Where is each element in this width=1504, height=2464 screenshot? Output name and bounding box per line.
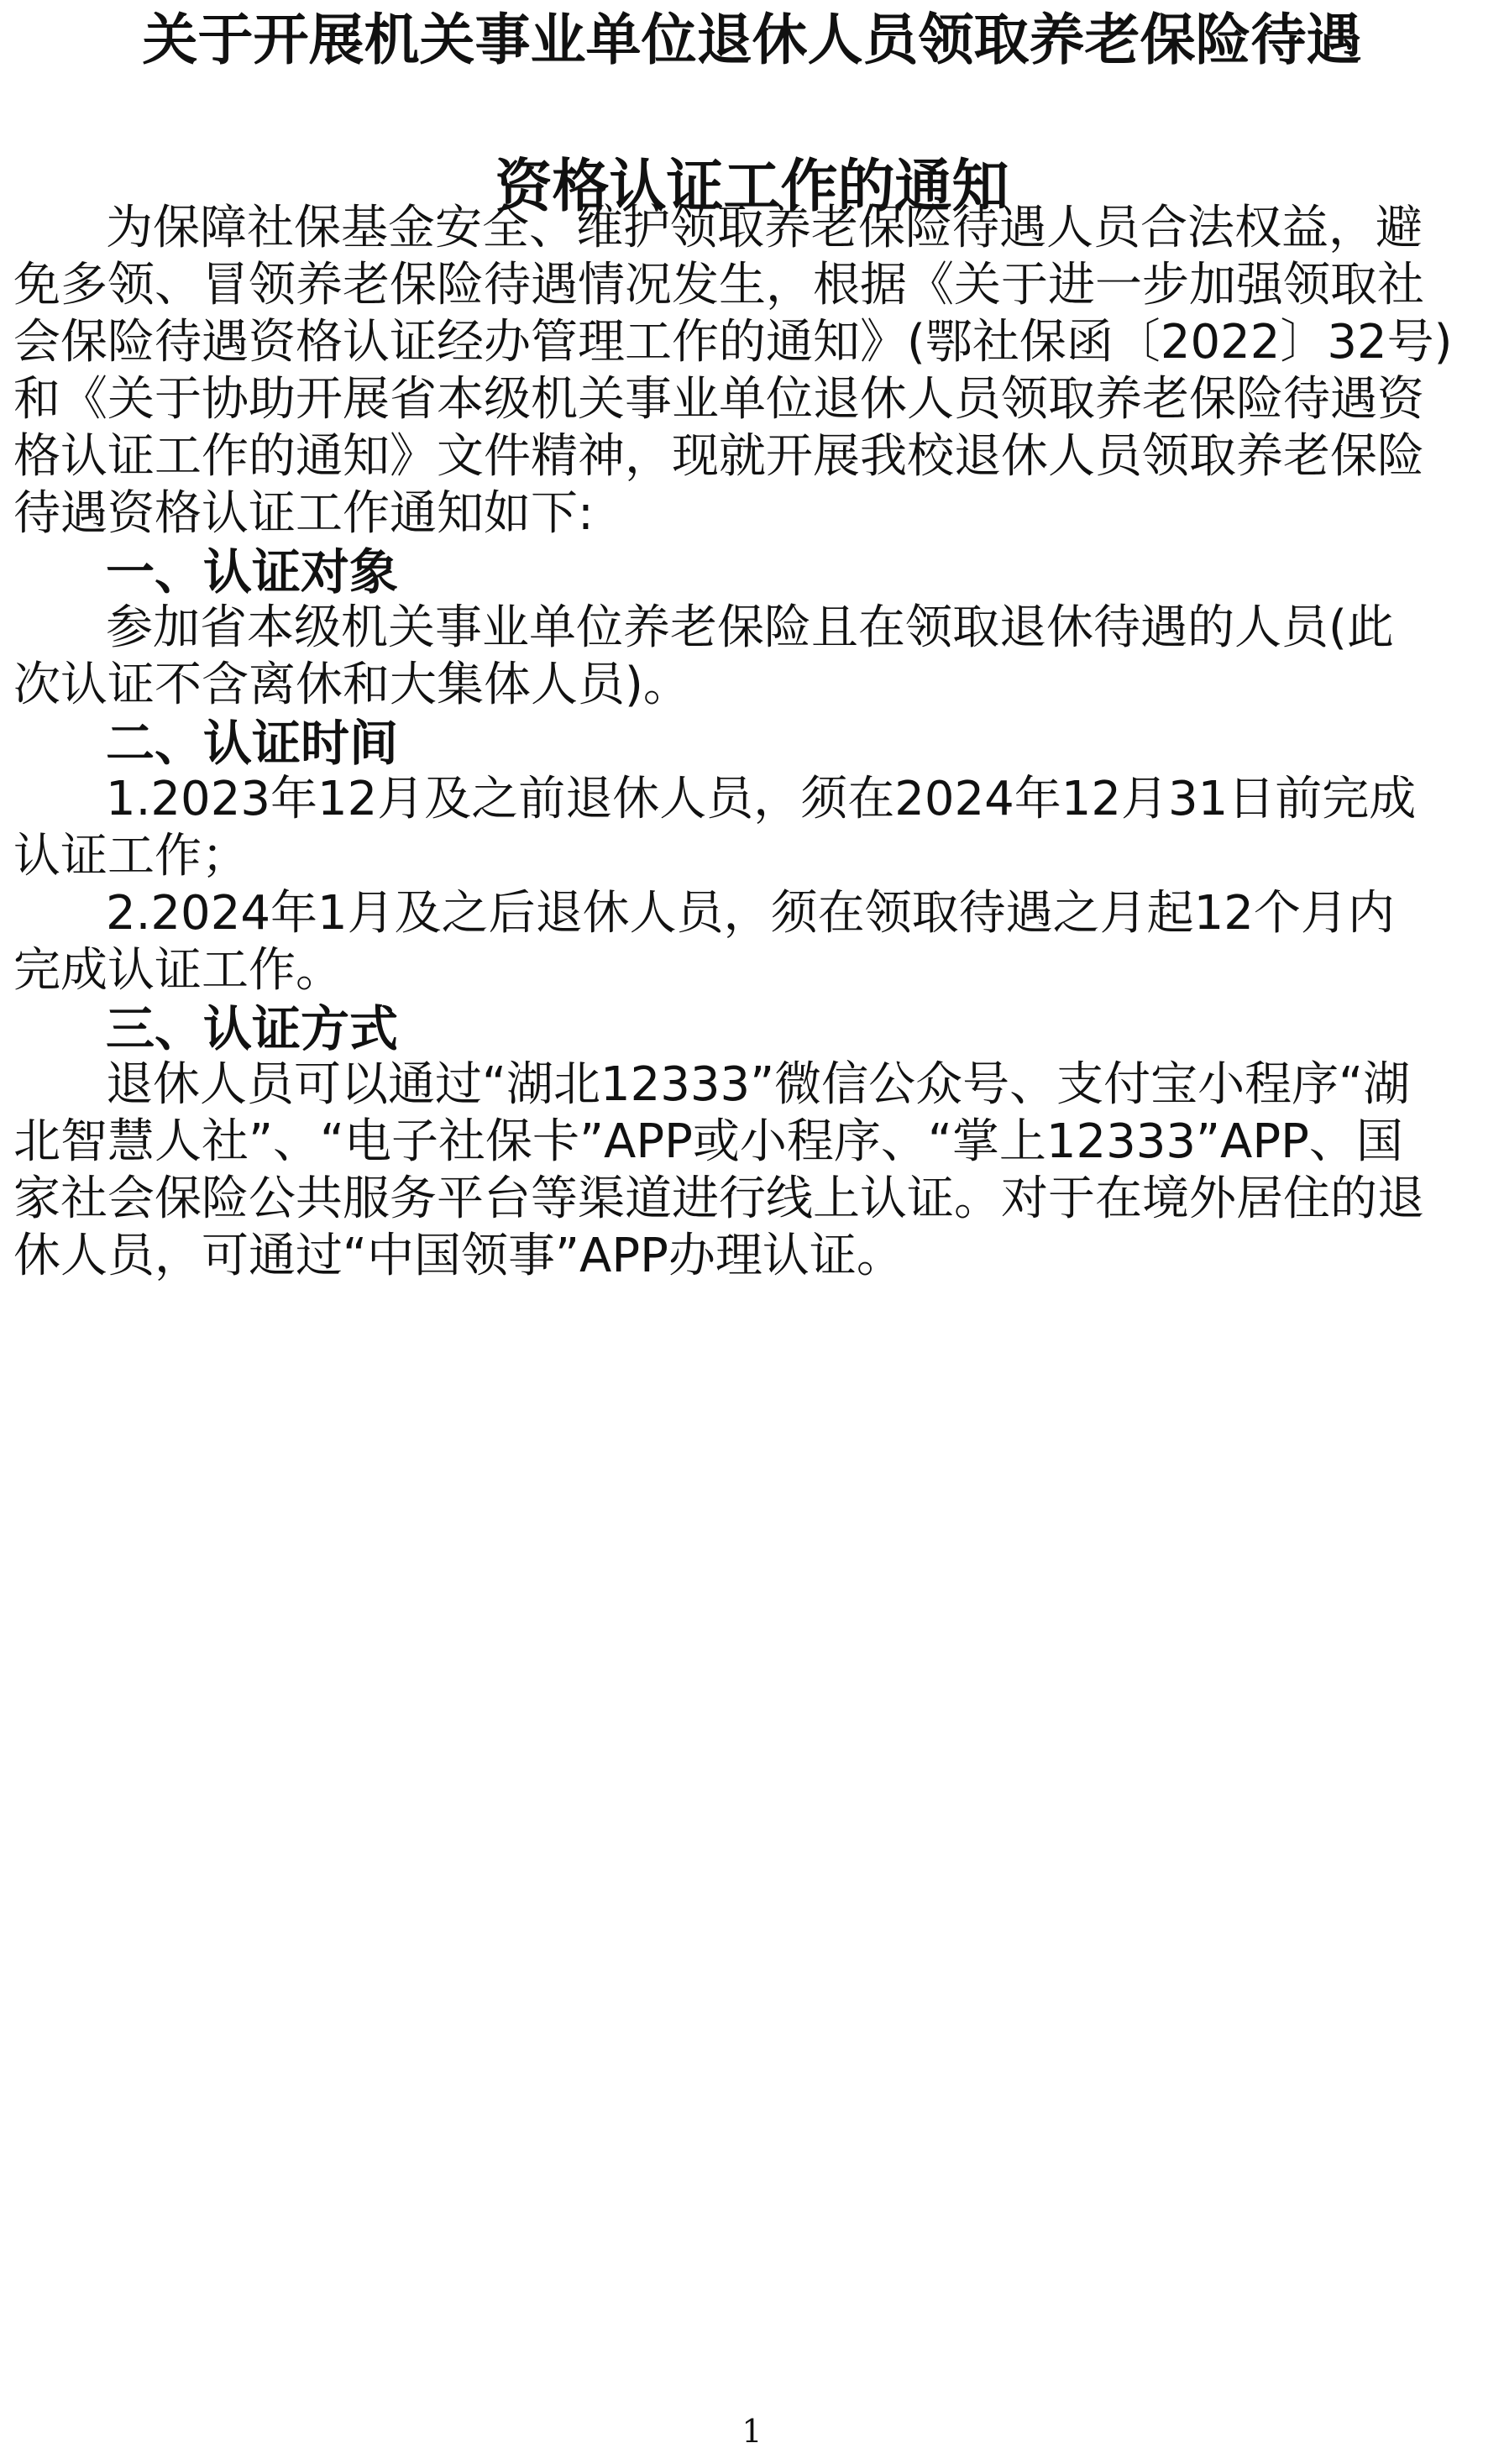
section3-line-3: 家社会保险公共服务平台等渠道进行线上认证。对于在境外居住的退 xyxy=(13,1172,1424,1226)
section2-line-1: 1.2023年12月及之前退休人员，须在2024年12月31日前完成 xyxy=(106,772,1417,826)
section2-line-4: 完成认证工作。 xyxy=(13,943,343,998)
intro-line-3: 会保险待遇资格认证经办管理工作的通知》(鄂社保函〔2022〕32号) xyxy=(13,315,1453,370)
intro-line-1: 为保障社保基金安全、维护领取养老保险待遇人员合法权益，避 xyxy=(106,201,1423,255)
intro-line-4: 和《关于协助开展省本级机关事业单位退休人员领取养老保险待遇资 xyxy=(13,372,1424,427)
section1-line-2: 次认证不含离休和大集体人员)。 xyxy=(13,658,690,712)
intro-line-6: 待遇资格认证工作通知如下: xyxy=(13,486,594,541)
section-heading-subjects: 一、认证对象 xyxy=(106,543,399,600)
section3-line-4: 休人员，可通过“中国领事”APP办理认证。 xyxy=(13,1229,904,1283)
section-heading-time: 二、认证时间 xyxy=(106,715,399,772)
page-number: 1 xyxy=(742,2413,762,2450)
section-heading-method: 三、认证方式 xyxy=(106,1000,399,1057)
document-title-line-2: 资格认证工作的通知 xyxy=(495,153,1009,220)
section3-line-2: 北智慧人社”、“电子社保卡”APP或小程序、“掌上12333”APP、国 xyxy=(13,1114,1403,1169)
section2-line-2: 认证工作； xyxy=(13,829,249,883)
intro-line-2: 免多领、冒领养老保险待遇情况发生，根据《关于进一步加强领取社 xyxy=(13,258,1424,312)
section1-line-1: 参加省本级机关事业单位养老保险且在领取退休待遇的人员(此 xyxy=(106,600,1394,655)
section3-line-1: 退休人员可以通过“湖北12333”微信公众号、支付宝小程序“湖 xyxy=(106,1057,1411,1112)
document-title-line-1: 关于开展机关事业单位退休人员领取养老保险待遇 xyxy=(142,7,1362,72)
intro-line-5: 格认证工作的通知》文件精神，现就开展我校退休人员领取养老保险 xyxy=(13,429,1424,484)
section2-line-3: 2.2024年1月及之后退休人员，须在领取待遇之月起12个月内 xyxy=(106,886,1395,941)
